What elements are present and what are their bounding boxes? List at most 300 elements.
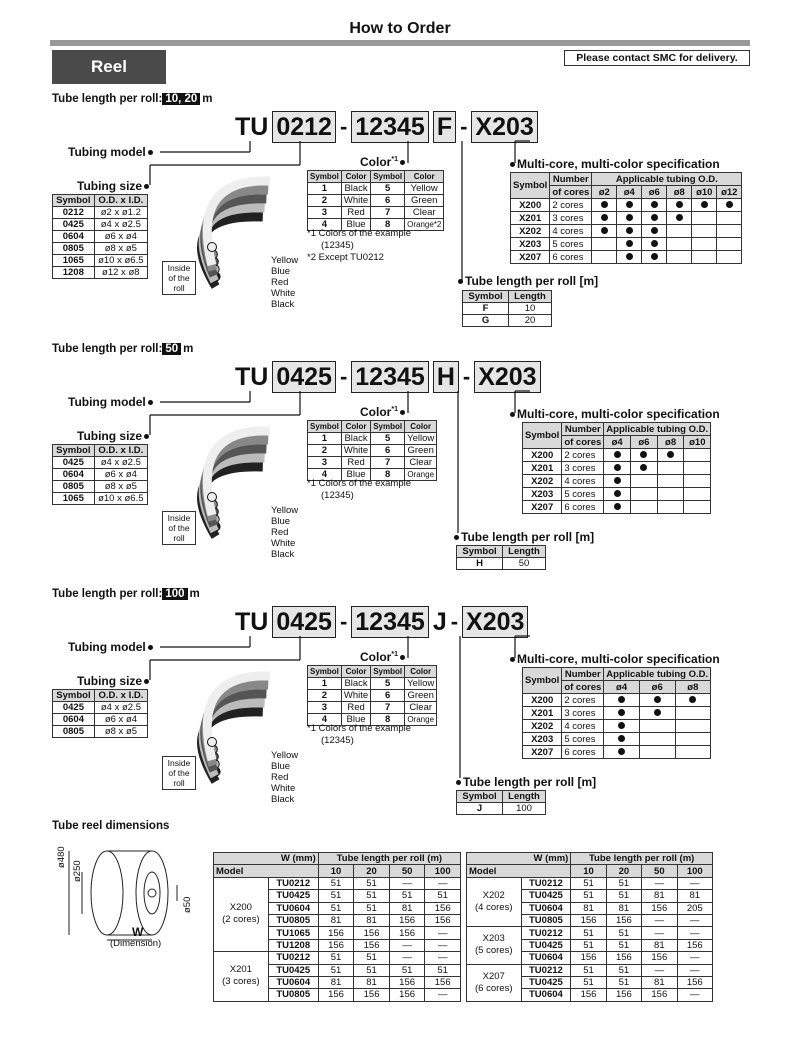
mc-dot-cell (631, 462, 658, 475)
tubing-model-label: Tubing model (68, 640, 153, 654)
mc-cores: 3 cores (562, 707, 604, 720)
size-symbol: 0604 (53, 231, 95, 243)
col-symbol: Symbol (53, 195, 95, 207)
mc-cores: 6 cores (562, 746, 604, 759)
header-unit: m (202, 93, 213, 105)
len-symbol: F (463, 303, 509, 315)
width-cell: — (389, 877, 425, 889)
length-row (457, 803, 546, 815)
available-dot-icon (651, 227, 658, 234)
order-section (0, 343, 800, 583)
width-cell: — (425, 989, 461, 1001)
color-name: Black (341, 183, 370, 195)
width-cell: 156 (677, 939, 712, 951)
available-dot-icon (676, 201, 683, 208)
color-col-header: Symbol (371, 666, 405, 678)
available-dot-icon (651, 214, 658, 221)
mc-cores: 6 cores (550, 251, 592, 264)
mc-dot-cell (667, 225, 692, 238)
mc-row (511, 212, 742, 225)
size-row (53, 481, 148, 493)
header-prefix: Tube length per roll: (52, 343, 163, 355)
mc-dot-cell (717, 199, 742, 212)
mc-dot-cell (684, 475, 711, 488)
tlpr-header: Tube length per roll (m) (571, 853, 713, 865)
color-name: Clear (405, 457, 437, 469)
code-dash: - (462, 364, 471, 389)
len-symbol: J (457, 803, 503, 815)
width-cell: 51 (425, 964, 461, 976)
note-1: *1 Colors of the example (307, 478, 412, 489)
code-multicore: X203 (462, 606, 528, 638)
width-cell: — (425, 939, 461, 951)
width-cell: 51 (571, 939, 606, 951)
col-odid: O.D. x I.D. (94, 445, 147, 457)
size-row (53, 457, 148, 469)
multi-core-label: Multi-core, multi-color specification (510, 407, 720, 421)
size-row (53, 243, 148, 255)
color-label-text: Color (360, 405, 392, 419)
available-dot-icon (618, 696, 625, 703)
mc-symbol: X207 (523, 746, 562, 759)
color-name: Green (405, 690, 437, 702)
mc-symbol: X201 (523, 462, 562, 475)
len-col-header: 50 (389, 865, 425, 877)
width-cell: 156 (389, 989, 425, 1001)
available-dot-icon (667, 451, 674, 458)
mc-dot-cell (692, 238, 717, 251)
mc-od-header: ø8 (675, 681, 711, 694)
width-cell: 156 (571, 914, 606, 926)
mc-cores: 4 cores (562, 475, 604, 488)
size-row (53, 231, 148, 243)
model-cell: TU0212 (521, 964, 571, 976)
color-col-header: Color (341, 421, 370, 433)
mc-dot-cell (692, 199, 717, 212)
len-value: 100 (503, 803, 546, 815)
color-table (307, 170, 444, 231)
mc-dot-cell (604, 733, 640, 746)
length-row (457, 558, 546, 570)
mc-symbol-header: Symbol (523, 423, 562, 449)
available-dot-icon (601, 201, 608, 208)
color-symbol: 3 (308, 207, 342, 219)
width-cell: 156 (606, 989, 641, 1001)
group-name: X207 (482, 970, 505, 982)
color-symbol: 7 (371, 457, 405, 469)
size-value: ø10 x ø6.5 (94, 255, 147, 267)
code-length: F (433, 111, 456, 143)
color-name: Black (341, 433, 370, 445)
mc-dot-cell (631, 501, 658, 514)
color-name: Blue (341, 469, 370, 481)
wire-color-label: Black (271, 299, 295, 310)
color-col-header: Symbol (308, 421, 342, 433)
mc-applicable-header: Applicable tubing O.D. (604, 668, 711, 681)
d50-label: ø50 (182, 896, 193, 913)
mc-symbol: X203 (511, 238, 550, 251)
length-row (463, 303, 552, 315)
width-cell: 156 (425, 914, 461, 926)
dim-row (467, 964, 713, 976)
wire-color-label: Red (271, 527, 289, 538)
mc-cores: 5 cores (562, 733, 604, 746)
tube-coil-drawing (150, 668, 280, 818)
color-label-text: Color (360, 650, 392, 664)
size-value: ø4 x ø2.5 (94, 457, 147, 469)
width-cell: — (642, 927, 677, 939)
width-cell: 156 (642, 902, 677, 914)
mc-symbol: X207 (523, 501, 562, 514)
color-notes (307, 723, 411, 747)
color-col-header: Color (341, 171, 370, 183)
mc-dot-cell (692, 225, 717, 238)
size-value: ø8 x ø5 (94, 481, 147, 493)
mc-row (511, 251, 742, 264)
mc-dot-cell (592, 212, 617, 225)
size-row (53, 255, 148, 267)
model-cell: TU0425 (521, 976, 571, 988)
width-cell: 51 (354, 877, 390, 889)
mc-symbol: X203 (523, 733, 562, 746)
mc-dot-cell (592, 251, 617, 264)
len-col-header: 20 (354, 865, 390, 877)
title-rule (50, 40, 750, 46)
tubing-size-label: Tubing size (77, 429, 149, 443)
tubing-size-label: Tubing size (77, 179, 149, 193)
header-unit: m (183, 343, 194, 355)
size-value: ø10 x ø6.5 (94, 493, 147, 505)
wire-color-label: Red (271, 772, 289, 783)
width-cell: 51 (571, 877, 606, 889)
color-col-header: Color (405, 171, 444, 183)
size-symbol: 0805 (53, 481, 95, 493)
available-dot-icon (654, 709, 661, 716)
mc-dot-cell (717, 238, 742, 251)
width-cell: 156 (677, 976, 712, 988)
note-1: *1 Colors of the example (307, 723, 412, 734)
code-multicore: X203 (474, 361, 540, 393)
color-symbol: 6 (371, 690, 405, 702)
available-dot-icon (651, 201, 658, 208)
width-cell: 156 (354, 927, 390, 939)
mc-dot-cell (604, 501, 631, 514)
mc-dot-cell (692, 251, 717, 264)
col-symbol: Symbol (53, 690, 95, 702)
group-sub: (2 cores) (222, 914, 260, 926)
size-symbol: 1065 (53, 493, 95, 505)
wmm-header: W (mm) (467, 853, 571, 865)
width-cell: 81 (642, 939, 677, 951)
color-row (308, 433, 437, 445)
mc-row (523, 720, 711, 733)
reel-dim-table-left (213, 852, 461, 1002)
len-col-header: 10 (318, 865, 354, 877)
width-cell: 51 (571, 927, 606, 939)
len-col-header: 100 (677, 865, 712, 877)
mc-od-header: ø8 (667, 186, 692, 199)
mc-dot-cell (675, 707, 711, 720)
len-symbol-header: Symbol (457, 546, 503, 558)
mc-cores: 4 cores (550, 225, 592, 238)
available-dot-icon (614, 451, 621, 458)
group-name: X201 (229, 964, 252, 976)
model-cell: TU0425 (268, 964, 318, 976)
tube-length-table (456, 790, 546, 815)
available-dot-icon (614, 503, 621, 510)
color-col-header: Symbol (371, 421, 405, 433)
color-name: Red (341, 702, 370, 714)
mc-row (511, 225, 742, 238)
wire-color-label: Yellow (271, 505, 299, 516)
width-cell: 51 (318, 890, 354, 902)
mc-dot-cell (604, 746, 640, 759)
color-symbol: 1 (308, 183, 342, 195)
mc-symbol: X203 (523, 488, 562, 501)
available-dot-icon (626, 227, 633, 234)
available-dot-icon (618, 722, 625, 729)
width-cell: 156 (642, 952, 677, 964)
group-cell (467, 877, 522, 927)
width-cell: 156 (389, 976, 425, 988)
wire-color-label: Blue (271, 266, 291, 277)
mc-dot-cell (631, 475, 658, 488)
len-symbol-header: Symbol (463, 291, 509, 303)
multi-core-label: Multi-core, multi-color specification (510, 157, 720, 171)
width-cell: 81 (571, 902, 606, 914)
wire-colors (271, 255, 298, 310)
mc-cores-header: of cores (562, 436, 604, 449)
wire-color-label: White (271, 538, 296, 549)
width-cell: 156 (318, 989, 354, 1001)
mc-od-header: ø10 (684, 436, 711, 449)
col-odid: O.D. x I.D. (94, 195, 147, 207)
available-dot-icon (626, 201, 633, 208)
width-cell: — (642, 877, 677, 889)
code-size: 0425 (272, 361, 336, 393)
mc-dot-cell (639, 746, 675, 759)
color-sup: *1 (391, 651, 398, 658)
available-dot-icon (654, 696, 661, 703)
model-cell: TU1208 (268, 939, 318, 951)
mc-dot-cell (617, 199, 642, 212)
mc-dot-cell (675, 720, 711, 733)
mc-od-header: ø4 (617, 186, 642, 199)
wire-color-label: Blue (271, 516, 291, 527)
len-col-header: 100 (425, 865, 461, 877)
available-dot-icon (626, 214, 633, 221)
wire-color-label: Black (271, 794, 295, 805)
size-value: ø8 x ø5 (94, 243, 147, 255)
width-cell: 51 (571, 890, 606, 902)
mc-symbol: X201 (511, 212, 550, 225)
color-symbol: 8 (371, 469, 405, 481)
mc-symbol: X200 (523, 449, 562, 462)
width-cell: 156 (354, 939, 390, 951)
tube-length-label: Tube length per roll [m] (458, 274, 598, 288)
width-cell: 156 (389, 927, 425, 939)
mc-dot-cell (642, 212, 667, 225)
color-name: White (341, 195, 370, 207)
w-label: W (132, 925, 144, 939)
color-name: Blue (341, 219, 370, 231)
color-name: White (341, 690, 370, 702)
model-cell: TU0425 (521, 890, 571, 902)
size-symbol: 1208 (53, 267, 95, 279)
len-value: 20 (509, 315, 552, 327)
available-dot-icon (618, 748, 625, 755)
width-cell: 51 (354, 890, 390, 902)
color-symbol: 2 (308, 195, 342, 207)
tlpr-header: Tube length per roll (m) (318, 853, 460, 865)
mc-dot-cell (639, 720, 675, 733)
color-name: Green (405, 445, 437, 457)
mc-dot-cell (604, 449, 631, 462)
size-row (53, 267, 148, 279)
width-cell: 156 (571, 952, 606, 964)
width-cell: — (425, 877, 461, 889)
color-symbol: 4 (308, 714, 342, 726)
width-cell: 51 (354, 902, 390, 914)
mc-cores: 3 cores (562, 462, 604, 475)
width-cell: — (425, 927, 461, 939)
width-cell: 51 (318, 952, 354, 964)
wire-colors (271, 505, 298, 560)
header-highlight: 50 (162, 343, 181, 355)
mc-dot-cell (657, 501, 684, 514)
mc-cores: 4 cores (562, 720, 604, 733)
size-value: ø4 x ø2.5 (94, 702, 147, 714)
width-cell: 81 (642, 976, 677, 988)
mc-row (523, 475, 711, 488)
len-col-header: 10 (571, 865, 606, 877)
color-table (307, 420, 437, 481)
mc-symbol: X202 (523, 475, 562, 488)
width-cell: 81 (642, 890, 677, 902)
color-col-header: Color (405, 666, 437, 678)
model-cell: TU0425 (268, 890, 318, 902)
mc-cores: 2 cores (562, 449, 604, 462)
group-cell (214, 952, 269, 1002)
mc-cores: 5 cores (562, 488, 604, 501)
available-dot-icon (601, 227, 608, 234)
size-row (53, 714, 148, 726)
width-cell: 51 (318, 877, 354, 889)
model-cell: TU0212 (521, 877, 571, 889)
mc-symbol: X207 (511, 251, 550, 264)
color-symbol: 7 (371, 702, 405, 714)
mc-dot-cell (604, 462, 631, 475)
width-cell: 81 (354, 976, 390, 988)
width-cell: — (677, 964, 712, 976)
code-dash: - (450, 609, 459, 634)
color-symbol: 1 (308, 433, 342, 445)
color-symbol: 7 (371, 207, 405, 219)
multi-core-table (522, 422, 711, 514)
model-header: Model (214, 865, 319, 877)
color-name: Red (341, 207, 370, 219)
mc-od-header: ø6 (642, 186, 667, 199)
available-dot-icon (726, 201, 733, 208)
mc-dot-cell (604, 720, 640, 733)
tubing-model-label: Tubing model (68, 395, 153, 409)
mc-dot-cell (592, 238, 617, 251)
model-cell: TU0425 (521, 939, 571, 951)
size-row (53, 702, 148, 714)
color-symbol: 8 (371, 219, 405, 231)
color-name: Orange*2 (405, 219, 444, 231)
header-prefix: Tube length per roll: (52, 588, 163, 600)
width-cell: — (389, 939, 425, 951)
color-name: Clear (405, 207, 444, 219)
width-cell: 51 (354, 952, 390, 964)
color-row (308, 457, 437, 469)
mc-symbol: X201 (523, 707, 562, 720)
model-cell: TU0604 (268, 902, 318, 914)
mc-dot-cell (657, 488, 684, 501)
available-dot-icon (618, 735, 625, 742)
mc-cores: 5 cores (550, 238, 592, 251)
group-sub: (4 cores) (475, 902, 513, 914)
wire-color-label: Yellow (271, 750, 299, 761)
mc-od-header: ø2 (592, 186, 617, 199)
wire-color-label: White (271, 783, 296, 794)
width-cell: 51 (318, 964, 354, 976)
mc-row (523, 449, 711, 462)
inside-of-roll-label: Inside of the roll (162, 756, 196, 790)
group-name: X200 (229, 902, 252, 914)
size-symbol: 1065 (53, 255, 95, 267)
color-col-header: Color (341, 666, 370, 678)
mc-cores: 2 cores (550, 199, 592, 212)
size-value: ø4 x ø2.5 (94, 219, 147, 231)
width-cell: 51 (389, 964, 425, 976)
color-col-header: Symbol (308, 666, 342, 678)
wire-colors (271, 750, 298, 805)
reel-dim-table-right (466, 852, 713, 1002)
tubing-size-table (52, 444, 148, 505)
note-1b: (12345) (321, 735, 354, 746)
color-symbol: 6 (371, 445, 405, 457)
width-cell: 156 (318, 939, 354, 951)
group-sub: (3 cores) (222, 976, 260, 988)
code-dash: - (339, 114, 348, 139)
width-cell: 156 (425, 976, 461, 988)
available-dot-icon (651, 240, 658, 247)
code-color: 12345 (351, 111, 429, 143)
mc-dot-cell (657, 449, 684, 462)
mc-row (523, 707, 711, 720)
group-name: X203 (482, 933, 505, 945)
mc-row (523, 501, 711, 514)
mc-dot-cell (617, 225, 642, 238)
mc-applicable-header: Applicable tubing O.D. (592, 173, 742, 186)
available-dot-icon (614, 477, 621, 484)
color-sup: *1 (391, 406, 398, 413)
mc-dot-cell (667, 199, 692, 212)
color-symbol: 3 (308, 457, 342, 469)
mc-cores: 2 cores (562, 694, 604, 707)
mc-dot-cell (675, 694, 711, 707)
color-name: White (341, 445, 370, 457)
model-header: Model (467, 865, 571, 877)
mc-dot-cell (675, 733, 711, 746)
mc-number-header: Number (562, 423, 604, 436)
color-table (307, 665, 437, 726)
mc-dot-cell (639, 733, 675, 746)
mc-dot-cell (675, 746, 711, 759)
model-cell: TU0212 (268, 952, 318, 964)
